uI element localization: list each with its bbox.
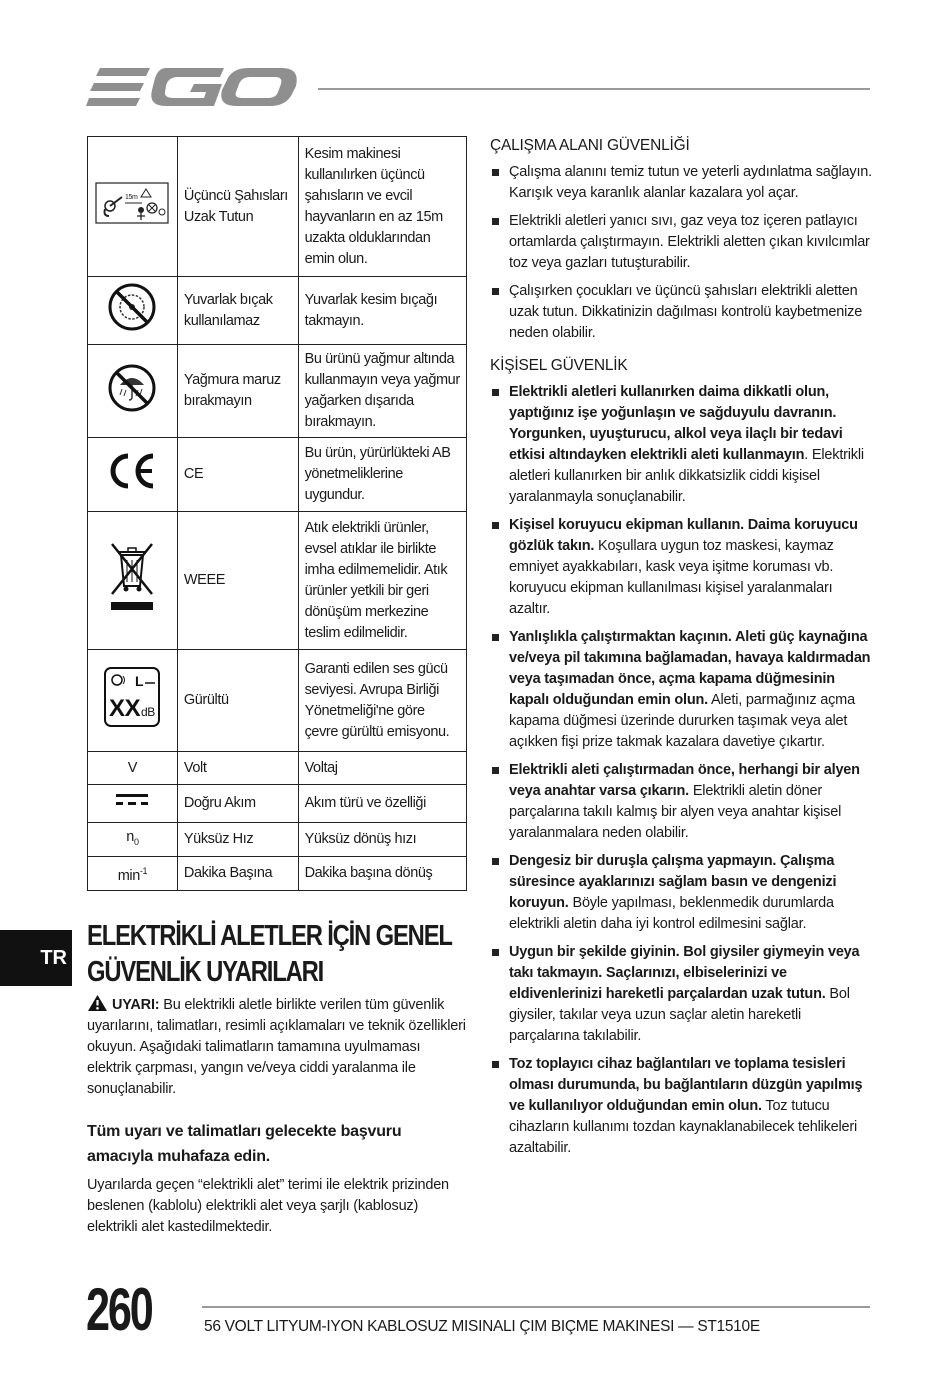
noise-unit: dB	[141, 705, 156, 719]
list-item	[490, 1054, 872, 1159]
symbol-description: Bu ürün, yürürlükteki AB yönetmeliklerine uygundur.	[298, 438, 466, 512]
symbol-name: CE	[177, 438, 298, 512]
table-row	[88, 277, 467, 345]
table-row	[88, 137, 467, 277]
direct-current-icon	[115, 792, 149, 808]
item-text: Böyle yapılması, beklenmedik durumlarda elektrikli aletin daha iyi kontrol edilmesini sağlar.	[509, 895, 834, 932]
symbol-cell	[88, 512, 178, 650]
item-bold-text: Elektrikli aletleri kullanırken daima dikkatli olun, yaptığınız işe yoğunlaşın ve sağduyulu davranın. Yorgunken, uyuşturucu, alkol veya ilaçlı bir tedavi etkisi altındayken elektrikli aleti kullanmayın	[509, 384, 843, 463]
symbol-name: Yağmura maruz bırakmayın	[177, 345, 298, 438]
symbols-table	[87, 136, 467, 891]
list-item	[490, 942, 872, 1047]
no-circular-blade-icon	[107, 282, 157, 332]
symbol-name: Doğru Akım	[177, 785, 298, 823]
table-row	[88, 857, 467, 891]
language-tab: TR	[0, 930, 72, 986]
item-text: Koşullara uygun toz maskesi, kaymaz emniyet ayakkabıları, kask veya işitme koruması vb. koruyucu ekipman kullanılması kişisel yaralanmaları azaltır.	[509, 538, 834, 617]
ce-mark-icon	[108, 453, 156, 489]
no-rain-icon	[107, 363, 157, 413]
item-text: Elektrikli aletleri yanıcı sıvı, gaz veya toz içeren patlayıcı ortamlarda çalıştırmayın. Elektrikli aletten çıkan kıvılcımlar toz veya gazları tutuşturabilir.	[509, 213, 870, 271]
item-bold-text: Uygun bir şekilde giyinin. Bol giysiler giymeyin veya takı takmayın. Saçlarınızı, elbiselerinizi ve eldivenlerinizi hareketli parçalardan uzak tutun.	[509, 944, 860, 1002]
symbol-cell	[88, 137, 178, 277]
weee-bin-icon	[107, 540, 157, 614]
ego-logo	[86, 62, 298, 114]
footer-rule	[202, 1306, 870, 1308]
svg-text:15m: 15m	[125, 194, 138, 201]
keep-bystanders-away-icon	[95, 182, 169, 224]
symbol-name: Yüksüz Hız	[177, 823, 298, 857]
work-area-list	[490, 162, 872, 344]
item-text: . Elektrikli aletleri kullanırken bir anlık dikkatsizlik ciddi kişisel yaralanmayla sonuçlanabilir.	[509, 447, 864, 505]
symbol-description: Kesim makinesi kullanılırken üçüncü şahısların ve evcil hayvanların en az 15m uzakta olduklarından emin olun.	[298, 137, 466, 277]
symbol-subscript: 0	[133, 836, 139, 847]
table-row	[88, 785, 467, 823]
warning-text: Bu elektrikli aletle birlikte verilen tüm güvenlik uyarılarını, talimatları, resimli açıklamaları ve teknik özellikleri okuyun. Aşağıdaki talimatların tamamına uyulmaması elektrik çarpması, yangın ve/veya ciddi yaralanma ile sonuçlanabilir.	[87, 997, 466, 1097]
table-row	[88, 512, 467, 650]
table-row	[88, 438, 467, 512]
symbol-name: WEEE	[177, 512, 298, 650]
warning-paragraph	[87, 994, 467, 1100]
symbol-name: Yuvarlak bıçak kullanılamaz	[177, 277, 298, 345]
symbol-name: Üçüncü Şahısları Uzak Tutun	[177, 137, 298, 277]
noise-level-icon	[103, 666, 161, 728]
table-row	[88, 345, 467, 438]
item-text: Çalışırken çocukları ve üçüncü şahısları elektrikli aletten uzak tutun. Dikkatinizin dağılması kontrolü kaybetmenize neden olabilir.	[509, 283, 863, 341]
list-item	[490, 211, 872, 274]
item-bold-text: Yanlışlıkla çalıştırmaktan kaçının. Aleti güç kaynağına ve/veya pil takımına bağlamadan, havaya kaldırmadan veya taşımadan önce, açma kapama düğmesinin kapalı olduğundan emin olun.	[509, 629, 871, 708]
table-row	[88, 752, 467, 785]
list-item	[490, 851, 872, 935]
list-item	[490, 382, 872, 508]
item-bold-text: Kişisel koruyucu ekipman kullanın. Daima koruyucu gözlük takın.	[509, 517, 858, 554]
noise-label: L	[135, 673, 144, 689]
item-text: Aleti, parmağınız açma kapama düğmesi üzerinde dururken taşımak veya alet açıkken fişi prize takmak kazalara davetiye çıkartır.	[509, 692, 855, 750]
item-bold-text: Dengesiz bir duruşla çalışma yapmayın. Çalışma süresince ayaklarınızı sağlam basın ve dengenizi koruyun.	[509, 853, 837, 911]
warning-label: UYARI:	[112, 997, 160, 1013]
section-heading: ELEKTRİKLİ ALETLER İÇİN GENEL GÜVENLİK UYARILARI	[87, 920, 452, 988]
symbol-cell	[88, 438, 178, 512]
symbol-superscript: -1	[139, 865, 148, 876]
symbol-description: Atık elektrikli ürünler, evsel atıklar ile birlikte imha edilmemelidir. Atık ürünler yetkili bir geri dönüşüm merkezine teslim edilmelidir.	[298, 512, 466, 650]
term-definition: Uyarılarda geçen “elektrikli alet” terimi ile elektrik prizinden beslenen (kablolu) elektrikli alet veya şarjlı (kablosuz) elektrikli alet kastedilmektedir.	[87, 1177, 449, 1235]
symbol-text: V	[88, 752, 178, 785]
right-column	[490, 136, 872, 1166]
work-area-heading: ÇALIŞMA ALANI GÜVENLİĞİ	[490, 137, 690, 154]
symbol-name: Dakika Başına	[177, 857, 298, 891]
noise-value: XX	[109, 695, 141, 722]
list-item	[490, 162, 872, 204]
symbol-text: n	[126, 828, 134, 845]
warning-icon	[87, 994, 108, 1012]
item-bold-text: Elektrikli aleti çalıştırmadan önce, herhangi bir alyen veya anahtar varsa çıkarın.	[509, 762, 860, 799]
table-row	[88, 823, 467, 857]
item-text: Bol giysiler, takılar veya uzun saçlar aletin hareketli parçalarına takılabilir.	[509, 986, 850, 1044]
list-item	[490, 281, 872, 344]
header-rule	[318, 88, 870, 90]
list-item	[490, 515, 872, 620]
footer-title: 56 VOLT LITYUM-IYON KABLOSUZ MISINALI ÇIM BIÇME MAKINESI — ST1510E	[204, 1318, 760, 1335]
symbol-cell	[88, 785, 178, 823]
item-text: Çalışma alanını temiz tutun ve yeterli aydınlatma sağlayın. Karışık veya karanlık alanlar kazalara yol açar.	[509, 164, 872, 201]
symbol-description: Yuvarlak kesim bıçağı takmayın.	[298, 277, 466, 345]
list-item	[490, 627, 872, 753]
symbol-description: Akım türü ve özelliği	[298, 785, 466, 823]
symbol-cell	[88, 277, 178, 345]
symbol-name: Volt	[177, 752, 298, 785]
page-number: 260	[86, 1276, 152, 1343]
personal-safety-list	[490, 382, 872, 1159]
symbol-description: Voltaj	[298, 752, 466, 785]
list-item	[490, 760, 872, 844]
general-safety-section	[87, 918, 467, 1238]
symbol-cell	[88, 823, 178, 857]
symbol-cell	[88, 857, 178, 891]
symbol-description: Yüksüz dönüş hızı	[298, 823, 466, 857]
symbol-description: Bu ürünü yağmur altında kullanmayın veya yağmur yağarken dışarıda bırakmayın.	[298, 345, 466, 438]
symbol-text: min	[117, 867, 140, 884]
item-text: Toz tutucu cihazların kullanımı tozdan kaynaklanabilecek tehlikeleri azaltabilir.	[509, 1098, 858, 1156]
keep-instructions-heading: Tüm uyarı ve talimatları gelecekte başvuru amacıyla muhafaza edin.	[87, 1123, 402, 1165]
symbol-cell	[88, 650, 178, 752]
item-text: Elektrikli aletin döner parçalarına takılı kalmış bir alyen veya anahtar kişisel yaralanmalara neden olabilir.	[509, 783, 842, 841]
symbol-cell	[88, 345, 178, 438]
symbol-description: Garanti edilen ses gücü seviyesi. Avrupa Birliği Yönetmeliği'ne göre çevre gürültü emisyonu.	[298, 650, 466, 752]
item-bold-text: Toz toplayıcı cihaz bağlantıları ve toplama tesisleri olması durumunda, bu bağlantıların düzgün yapılmış ve kullanılıyor olduğundan emin olun.	[509, 1056, 863, 1114]
symbol-description: Dakika başına dönüş	[298, 857, 466, 891]
personal-safety-heading: KİŞİSEL GÜVENLİK	[490, 357, 628, 374]
symbol-name: Gürültü	[177, 650, 298, 752]
table-row	[88, 650, 467, 752]
